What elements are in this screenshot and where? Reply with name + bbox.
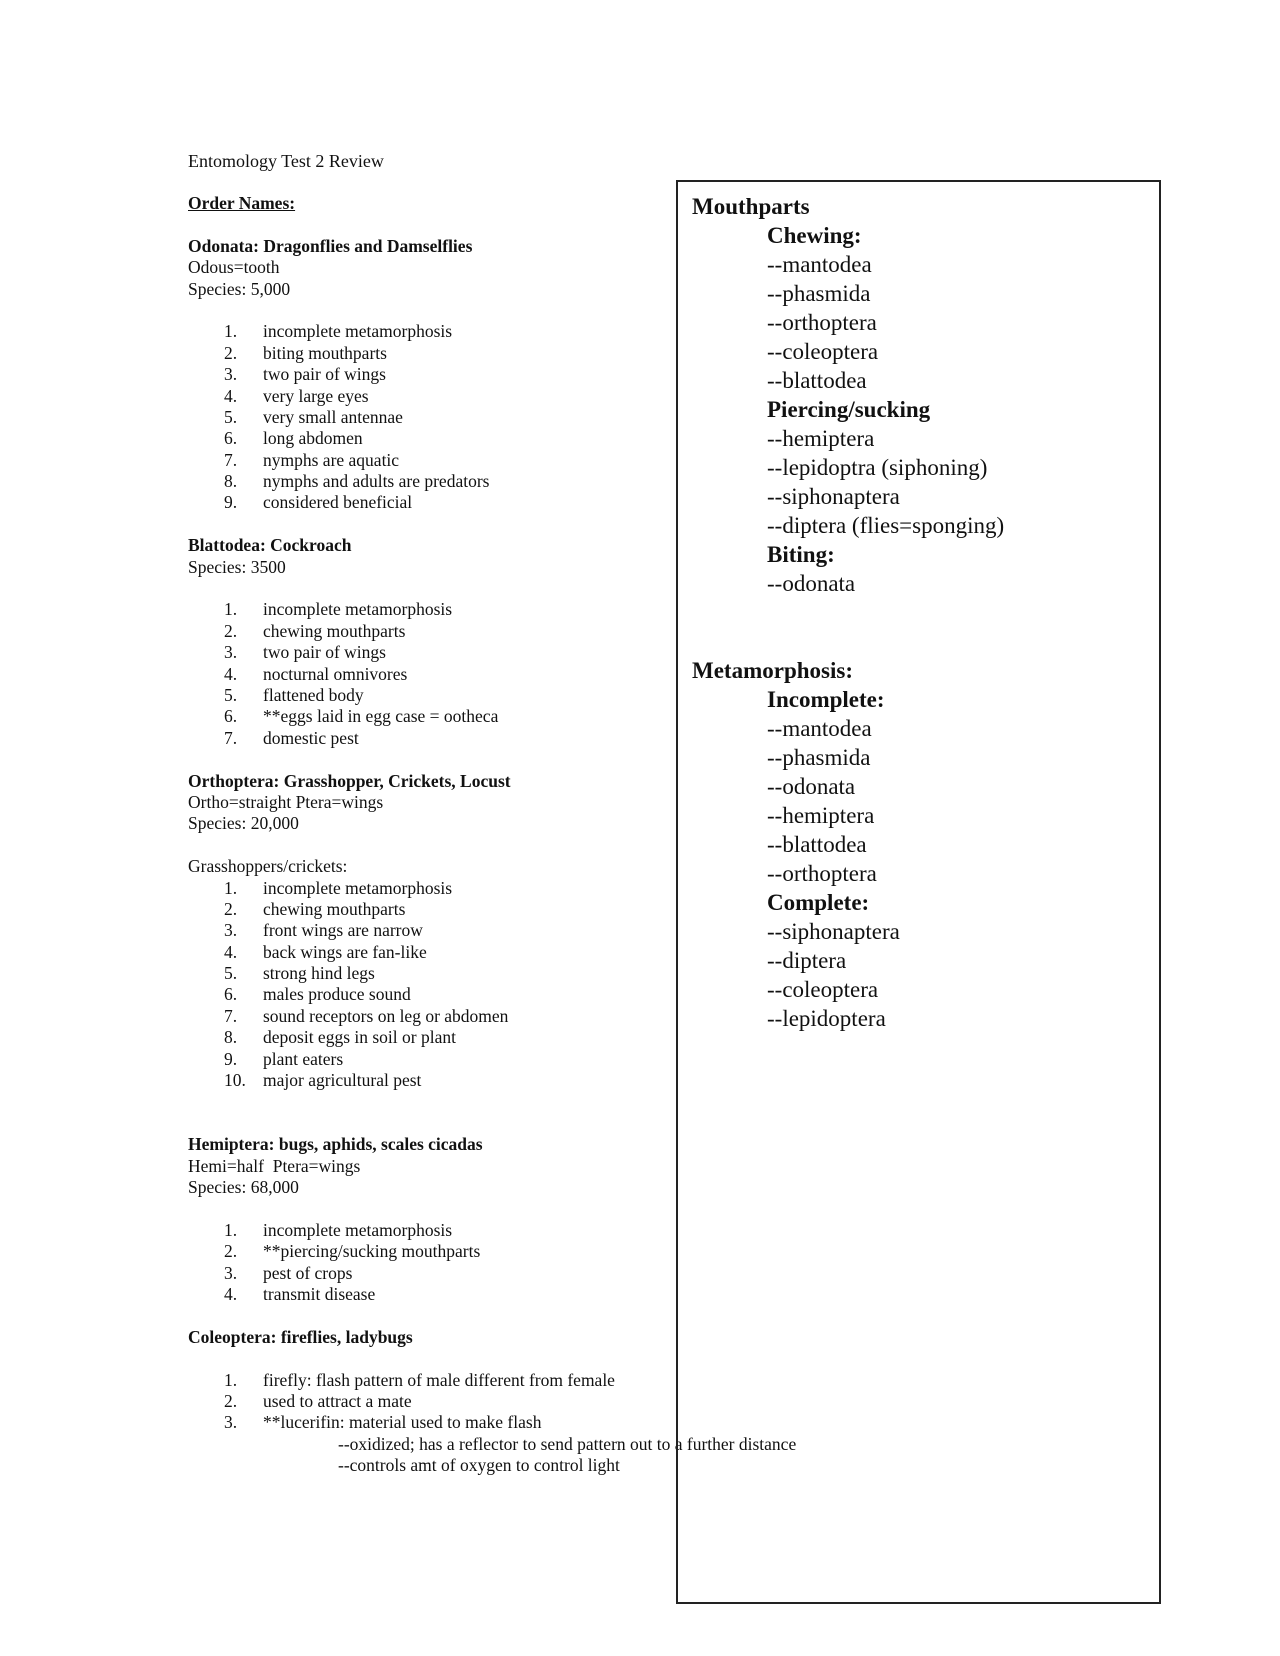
- orthoptera-species: Species: 20,000: [188, 813, 299, 834]
- list-text: back wings are fan-like: [263, 941, 427, 962]
- list-text: nymphs and adults are predators: [263, 471, 490, 492]
- list-item: --odonata: [767, 571, 856, 596]
- list-item: [188, 1027, 648, 1048]
- coleoptera-sub-item: --oxidized; has a reflector to send pattern out to a further distance: [338, 1433, 797, 1454]
- list-text: deposit eggs in soil or plant: [263, 1027, 456, 1048]
- list-number: 6.: [224, 428, 238, 449]
- list-item: [188, 899, 648, 920]
- list-text: domestic pest: [263, 727, 359, 748]
- hemiptera-list: [188, 1220, 648, 1306]
- list-item: --blattodea: [767, 368, 867, 393]
- list-text: long abdomen: [263, 428, 363, 449]
- list-number: 3.: [224, 1262, 238, 1283]
- list-item: --mantodea: [767, 716, 872, 741]
- orthoptera-etymology: Ortho=straight Ptera=wings: [188, 791, 384, 812]
- list-number: 1.: [224, 321, 238, 342]
- coleoptera-list: [188, 1370, 648, 1434]
- list-item: [188, 428, 648, 449]
- list-item: --hemiptera: [767, 426, 875, 451]
- list-item: [188, 492, 648, 513]
- order-names-heading: Order Names:: [188, 193, 296, 213]
- list-item: --lepidoptera: [767, 1006, 886, 1031]
- list-item: --orthoptera: [767, 310, 877, 335]
- summary-content: [692, 192, 1004, 1033]
- list-item: --hemiptera: [767, 803, 875, 828]
- list-text: two pair of wings: [263, 642, 386, 663]
- summary-box: [676, 180, 1161, 1604]
- list-number: 4.: [224, 663, 238, 684]
- list-text: incomplete metamorphosis: [263, 1219, 453, 1240]
- list-text: major agricultural pest: [263, 1070, 422, 1091]
- list-number: 2.: [224, 1241, 238, 1262]
- list-item: [188, 1370, 648, 1391]
- list-number: 5.: [224, 406, 238, 427]
- blattodea-list: [188, 599, 648, 749]
- list-number: 8.: [224, 1027, 238, 1048]
- list-number: 5.: [224, 963, 238, 984]
- odonata-heading: Odonata: Dragonflies and Damselflies: [188, 235, 473, 256]
- list-text: plant eaters: [263, 1048, 344, 1069]
- list-number: 2.: [224, 620, 238, 641]
- list-item: [188, 984, 648, 1005]
- list-number: 8.: [224, 471, 238, 492]
- list-item: [188, 1049, 648, 1070]
- list-number: 3.: [224, 364, 238, 385]
- list-number: 3.: [224, 920, 238, 941]
- list-number: 4.: [224, 941, 238, 962]
- piercing-label: Piercing/sucking: [767, 397, 931, 422]
- coleoptera-sub-item: --controls amt of oxygen to control light: [338, 1455, 620, 1476]
- list-text: flattened body: [263, 684, 364, 705]
- list-number: 6.: [224, 984, 238, 1005]
- list-item: [188, 471, 648, 492]
- list-item: [188, 942, 648, 963]
- list-item: [188, 364, 648, 385]
- list-item: [188, 1412, 648, 1433]
- list-item: --siphonaptera: [767, 919, 900, 944]
- metamorphosis-heading: Metamorphosis:: [692, 658, 853, 683]
- list-number: 9.: [224, 492, 238, 513]
- list-text: firefly: flash pattern of male different from female: [263, 1369, 615, 1390]
- list-item: --diptera: [767, 948, 847, 973]
- list-number: 2.: [224, 898, 238, 919]
- list-item: --odonata: [767, 774, 856, 799]
- list-number: 2.: [224, 1390, 238, 1411]
- list-text: **piercing/sucking mouthparts: [263, 1241, 481, 1262]
- list-text: transmit disease: [263, 1283, 376, 1304]
- list-text: males produce sound: [263, 984, 411, 1005]
- list-item: [188, 1070, 648, 1091]
- list-item: --blattodea: [767, 832, 867, 857]
- list-number: 7.: [224, 449, 238, 470]
- odonata-etymology: Odous=tooth: [188, 257, 280, 278]
- list-text: **lucerifin: material used to make flash: [263, 1412, 542, 1433]
- list-item: [188, 1220, 648, 1241]
- list-number: 1.: [224, 877, 238, 898]
- list-number: 1.: [224, 599, 238, 620]
- list-text: **eggs laid in egg case = ootheca: [263, 706, 499, 727]
- list-item: --diptera (flies=sponging): [767, 513, 1005, 538]
- list-item: [188, 343, 648, 364]
- list-item: [188, 1006, 648, 1027]
- list-item: [188, 878, 648, 899]
- hemiptera-species: Species: 68,000: [188, 1176, 299, 1197]
- list-number: 1.: [224, 1219, 238, 1240]
- list-text: incomplete metamorphosis: [263, 599, 453, 620]
- list-item: [188, 1391, 648, 1412]
- list-text: used to attract a mate: [263, 1390, 412, 1411]
- list-item: [188, 920, 648, 941]
- list-number: 4.: [224, 385, 238, 406]
- blattodea-heading: Blattodea: Cockroach: [188, 535, 352, 556]
- list-text: considered beneficial: [263, 492, 413, 513]
- list-item: [188, 407, 648, 428]
- list-text: sound receptors on leg or abdomen: [263, 1005, 509, 1026]
- list-item: [188, 706, 648, 727]
- list-text: very small antennae: [263, 406, 403, 427]
- list-number: 7.: [224, 727, 238, 748]
- list-item: [188, 664, 648, 685]
- list-item: --siphonaptera: [767, 484, 900, 509]
- orthoptera-subheading: Grasshoppers/crickets:: [188, 856, 348, 877]
- list-item: [188, 450, 648, 471]
- list-item: --orthoptera: [767, 861, 877, 886]
- hemiptera-heading: Hemiptera: bugs, aphids, scales cicadas: [188, 1134, 483, 1155]
- list-item: --phasmida: [767, 281, 871, 306]
- complete-label: Complete:: [767, 890, 870, 915]
- odonata-species: Species: 5,000: [188, 278, 291, 299]
- odonata-list: [188, 321, 648, 514]
- document-title: Entomology Test 2 Review: [188, 151, 384, 171]
- list-item: --phasmida: [767, 745, 871, 770]
- list-text: front wings are narrow: [263, 920, 423, 941]
- list-text: nocturnal omnivores: [263, 663, 408, 684]
- list-text: nymphs are aquatic: [263, 449, 400, 470]
- list-number: 2.: [224, 342, 238, 363]
- list-item: [188, 321, 648, 342]
- list-text: pest of crops: [263, 1262, 353, 1283]
- list-item: [188, 621, 648, 642]
- list-text: biting mouthparts: [263, 342, 387, 363]
- list-item: [188, 1241, 648, 1262]
- biting-label: Biting:: [767, 542, 835, 567]
- list-item: [188, 642, 648, 663]
- list-item: [188, 728, 648, 749]
- list-item: [188, 1284, 648, 1305]
- list-item: [188, 685, 648, 706]
- list-item: --lepidoptra (siphoning): [767, 455, 988, 480]
- list-number: 3.: [224, 1412, 238, 1433]
- list-text: incomplete metamorphosis: [263, 321, 453, 342]
- hemiptera-etymology: Hemi=half Ptera=wings: [188, 1155, 361, 1176]
- coleoptera-heading: Coleoptera: fireflies, ladybugs: [188, 1326, 413, 1347]
- list-text: very large eyes: [263, 385, 369, 406]
- list-item: [188, 1263, 648, 1284]
- list-text: strong hind legs: [263, 963, 375, 984]
- list-number: 5.: [224, 684, 238, 705]
- chewing-label: Chewing:: [767, 223, 862, 248]
- blattodea-species: Species: 3500: [188, 556, 286, 577]
- mouthparts-heading: Mouthparts: [692, 194, 810, 219]
- list-number: 9.: [224, 1048, 238, 1069]
- list-text: incomplete metamorphosis: [263, 877, 453, 898]
- orthoptera-heading: Orthoptera: Grasshopper, Crickets, Locust: [188, 770, 511, 791]
- list-item: --coleoptera: [767, 339, 879, 364]
- list-number: 4.: [224, 1283, 238, 1304]
- list-item: --coleoptera: [767, 977, 879, 1002]
- list-item: [188, 963, 648, 984]
- list-number: 6.: [224, 706, 238, 727]
- list-item: [188, 599, 648, 620]
- list-number: 7.: [224, 1005, 238, 1026]
- list-item: --mantodea: [767, 252, 872, 277]
- list-number: 1.: [224, 1369, 238, 1390]
- orthoptera-list: [188, 878, 648, 1092]
- list-number: 10.: [224, 1070, 246, 1091]
- list-item: [188, 386, 648, 407]
- order-names-column: [188, 193, 797, 1476]
- list-text: two pair of wings: [263, 364, 386, 385]
- incomplete-label: Incomplete:: [767, 687, 885, 712]
- list-number: 3.: [224, 642, 238, 663]
- list-text: chewing mouthparts: [263, 898, 406, 919]
- list-text: chewing mouthparts: [263, 620, 406, 641]
